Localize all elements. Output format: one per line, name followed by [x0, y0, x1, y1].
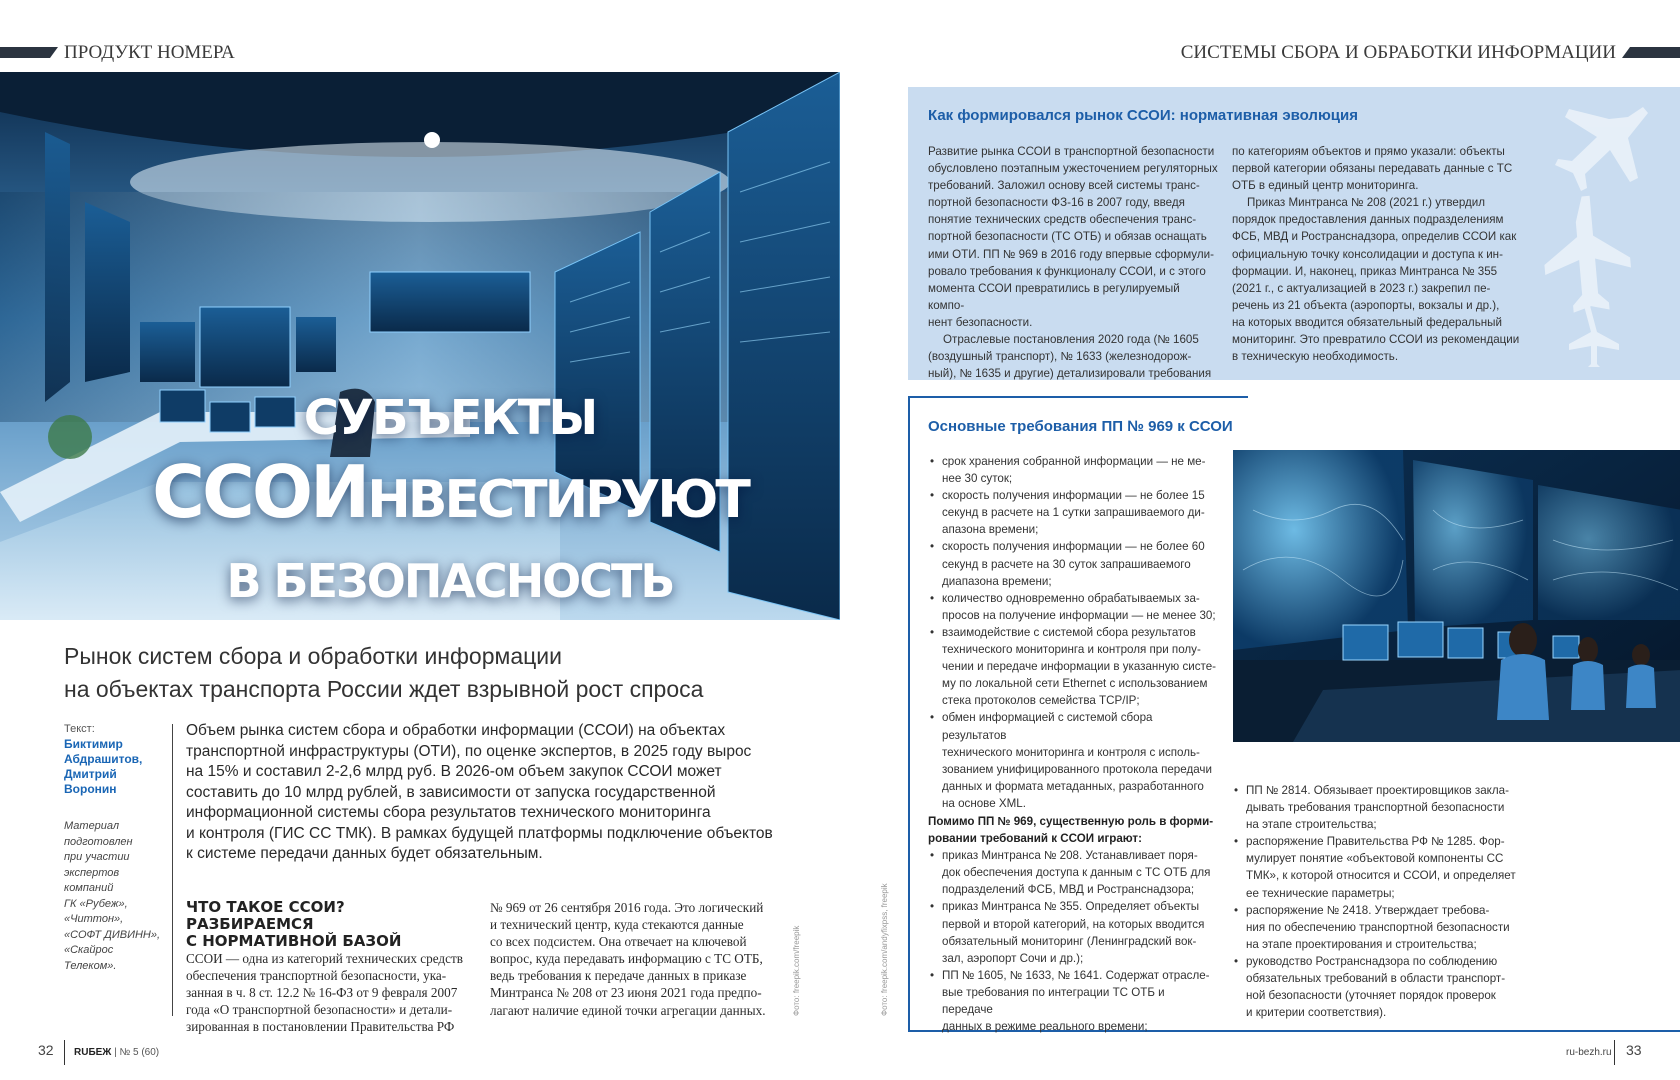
note-line: компаний [64, 882, 114, 894]
byline-label: Текст: [64, 723, 95, 735]
author-line: Воронин [64, 782, 117, 796]
issue-number: | № 5 (60) [114, 1047, 160, 1058]
body-line: Отраслевые постановления 2020 года (№ 1605 [943, 333, 1199, 347]
list-item [928, 538, 1218, 589]
body-line: портной безопасности ФЗ-16 в 2007 году, введя [928, 196, 1185, 210]
section1-col1 [186, 950, 476, 1035]
list-line: стека протоколов семейства TCP/IP; [942, 694, 1140, 708]
also-list-left [928, 847, 1218, 1035]
photo-credit-right: Фото: freepik.com/andyfixpss, freepik [880, 883, 889, 1016]
body-line: вопрос, куда передавать информацию с ТС ОТБ, [490, 951, 763, 967]
list-item [1232, 902, 1527, 953]
article-subtitle [64, 640, 824, 706]
list-line: • приказ Минтранса № 208. Устанавливает поря- [942, 849, 1198, 863]
byline-divider [172, 724, 173, 1016]
list-item [1232, 782, 1527, 833]
lead-line: информационной системы сбора результатов технического мониторинга [186, 804, 711, 821]
right-header-slash [1622, 47, 1680, 58]
box2-top-border-cover [1248, 396, 1680, 398]
list-line: технического мониторинга и контроля при полу- [942, 643, 1201, 657]
list-line: зал, аэропорт Сочи и др.); [942, 951, 1084, 965]
lead-line: Объем рынка систем сбора и обработки информации (ССОИ) на объектах [186, 722, 726, 739]
photo-credit-left: Фото: freepik.com/freepik [792, 925, 801, 1016]
list-line: вые требования по интеграции ТС ОТБ и передаче [942, 985, 1165, 1017]
section-label-right: СИСТЕМЫ СБОРА И ОБРАБОТКИ ИНФОРМАЦИИ [1180, 42, 1616, 63]
body-line: формации. И, наконец, приказ Минтранса № 355 [1232, 264, 1498, 278]
lead-line: на 15% и составил 2-2,6 млрд руб. В 2026-ом объем закупок ССОИ может [186, 763, 722, 780]
footer-divider-left [64, 1040, 65, 1065]
list-line: • приказ Минтранса № 355. Определяет объекты [942, 900, 1200, 914]
note-line: ГК «Рубеж», [64, 897, 128, 910]
body-line: ими ОТИ. ПП № 969 в 2016 году впервые сформули- [928, 247, 1214, 261]
box1-col2 [1232, 143, 1527, 365]
list-line: первой и второй категорий, на которых вводится [942, 917, 1205, 931]
also-list-right [1232, 782, 1527, 1021]
author-line: Биктимир [64, 737, 123, 751]
section-what-is-ssoi [186, 899, 476, 1035]
airplane-watermark [1523, 97, 1673, 367]
list-line: обязательный мониторинг (Ленинградский вок- [942, 934, 1197, 948]
body-line: официальную точку консолидации и доступа к ин- [1232, 247, 1503, 261]
section1-col2 [490, 899, 790, 1019]
list-item [928, 709, 1218, 812]
note-line: экспертов [64, 866, 120, 879]
list-line: на этапе строительства; [1246, 818, 1377, 832]
list-line: апазона времени; [942, 523, 1039, 537]
list-item [1232, 953, 1527, 1021]
operators-illustration [1233, 450, 1680, 742]
body-line: ФСБ, МВД и Ространснадзора, определив ССОИ как [1232, 230, 1517, 244]
byline-authors [64, 737, 174, 797]
footer-site: ru-bezh.ru [1566, 1047, 1612, 1058]
subtitle-line-1: Рынок систем сбора и обработки информации [64, 643, 562, 669]
body-line: портной безопасности (ТС ОТБ) и обязав оснащать [928, 230, 1207, 244]
left-header-slash [0, 47, 58, 58]
list-line: • обмен информацией с системой сбора результатов [942, 711, 1153, 742]
lead-line: к системе передачи данных будет обязательным. [186, 845, 543, 862]
body-line: обусловлено поэтапным ужесточением регуляторных [928, 162, 1218, 176]
list-line: нее 30 суток; [942, 472, 1013, 486]
body-line: ведь требования к передаче данных в приказе [490, 968, 747, 984]
list-item [928, 847, 1218, 898]
author-line: Абдрашитов, [64, 752, 143, 766]
list-line: дывать требования транспортной безопасности [1246, 801, 1505, 815]
list-line: просов на получение информации — не менее 30; [942, 608, 1216, 622]
list-line: данных и формата метаданных, разработанного [942, 779, 1204, 793]
list-line: данных в режиме реального времени; [942, 1020, 1148, 1034]
body-line: момента ССОИ превратились в регулируемый компо- [928, 281, 1180, 312]
list-line: чении и передаче информации в указанную систе- [942, 660, 1217, 674]
body-line: года «О транспортной безопасности» и детали- [186, 1002, 453, 1018]
hero-image [0, 72, 840, 620]
body-line: ОТБ в единый центр мониторинга. [1232, 179, 1419, 193]
list-line: обязательных требований в области транспорт- [1246, 972, 1506, 986]
body-line: обеспечения транспортной безопасности, ука- [186, 968, 447, 984]
list-line: • ПП № 1605, № 1633, № 1641. Содержат отрасле- [942, 968, 1210, 982]
list-line: технического мониторинга и контроля с исполь- [942, 745, 1200, 759]
list-item [928, 624, 1218, 709]
body-line: по категориям объектов и прямо указали: объекты [1232, 145, 1505, 158]
list-line: мулирует понятие «объектовой компоненты СС [1246, 852, 1504, 866]
section-heading-line1: ЧТО ТАКОЕ ССОИ? РАЗБИРАЕМСЯ [186, 898, 345, 933]
footer-magazine [74, 1047, 159, 1058]
also-block [928, 813, 1218, 1035]
page-number-left: 32 [38, 1042, 54, 1058]
body-line: зированная в постановлении Правительства РФ [186, 1019, 455, 1035]
note-line: подготовлен [64, 835, 133, 848]
body-line: порядок предоставления данных подразделениям [1232, 213, 1504, 227]
list-line: и критерии соответствия). [1246, 1006, 1387, 1020]
note-line: Телеком». [64, 959, 117, 972]
market-evolution-box [908, 87, 1680, 380]
list-item [928, 487, 1218, 538]
body-line: нент безопасности. [928, 315, 1033, 329]
magazine-name: RUБЕЖ [74, 1047, 112, 1058]
body-line: (воздушный транспорт), № 1633 (железнодорож- [928, 350, 1192, 364]
list-line: • распоряжение Правительства РФ № 1285. Фор- [1246, 835, 1505, 849]
list-line: зованием унифицированного протокола передачи [942, 762, 1212, 776]
note-line: «СОФТ ДИВИНН», [64, 928, 161, 941]
body-line: в техническую необходимость. [1232, 350, 1399, 364]
list-line: секунд в расчете на 30 суток запрашиваемого [942, 557, 1191, 571]
also-heading-line: ровании требований к ССОИ играют: [928, 832, 1142, 846]
list-line: ее технические параметры; [1246, 886, 1395, 900]
list-line: секунд в расчете на 1 сутки запрашиваемого ди- [942, 506, 1205, 520]
control-room-illustration [0, 72, 840, 620]
footer-divider-right [1614, 1040, 1615, 1065]
section-label-left: ПРОДУКТ НОМЕРА [64, 42, 235, 63]
note-line: «Читтон», [64, 913, 124, 925]
body-line: и технический центр, куда стекаются данные [490, 917, 744, 933]
list-item [928, 898, 1218, 966]
body-line: Приказ Минтранса № 208 (2021 г.) утвердил [1247, 196, 1486, 210]
page-number-right: 33 [1626, 1042, 1642, 1058]
hero-title-line1: СУБЪЕКТЫ [303, 390, 597, 446]
subtitle-line-2: на объектах транспорта России ждет взрывной рост спроса [64, 676, 704, 702]
body-line: ССОИ — одна из категорий технических средств [186, 951, 463, 966]
section-heading-line2: С НОРМАТИВНОЙ БАЗОЙ [186, 932, 402, 950]
also-heading-line: Помимо ПП № 969, существенную роль в форми- [928, 815, 1214, 828]
body-line: Развитие рынка ССОИ в транспортной безопасности [928, 145, 1215, 158]
byline [64, 722, 174, 974]
author-line: Дмитрий [64, 767, 117, 781]
list-line: • скорость получения информации — не более 60 [942, 540, 1205, 554]
box1-title: Как формировался рынок ССОИ: нормативная эволюция [928, 107, 1358, 124]
list-line: на основе XML. [942, 796, 1026, 810]
requirements-list [928, 453, 1218, 812]
list-line: • срок хранения собранной информации — не ме- [942, 455, 1206, 468]
body-line: занная в ч. 8 ст. 12.2 № 16-ФЗ от 9 февраля 2007 [186, 985, 458, 1001]
requirements-box [908, 396, 1680, 1032]
box2-title: Основные требования ПП № 969 к ССОИ [928, 418, 1233, 435]
body-line: со всех подсистем. Она отвечает на ключевой [490, 934, 747, 950]
list-line: • распоряжение № 2418. Утверждает требова- [1246, 903, 1490, 917]
hero-title-ssoi: ССОИ [152, 450, 368, 534]
list-item [928, 967, 1218, 1035]
note-line: Материал [64, 820, 120, 832]
operators-photo [1233, 450, 1680, 742]
note-line: при участии [64, 851, 130, 863]
list-line: ной безопасности (уточняет порядок проверок [1246, 989, 1496, 1003]
list-line: док обеспечения доступа к данным с ТС ОТБ для [942, 866, 1211, 880]
body-line: Минтранса № 208 от 23 июня 2021 года предпо- [490, 985, 762, 1001]
list-item [928, 453, 1218, 487]
article-lead [186, 721, 786, 865]
body-line: первой категории обязаны передавать данные с ТС [1232, 162, 1513, 176]
list-item [928, 590, 1218, 624]
list-line: • руководство Ространснадзора по соблюдению [1246, 954, 1498, 968]
body-line: ный), № 1635 и другие) детализировали требования [928, 367, 1212, 381]
hero-title-line3: В БЕЗОПАСНОСТЬ [226, 554, 674, 608]
note-line: «Скайрос [64, 944, 114, 956]
lead-line: транспортной инфраструктуры (ОТИ), по оценке экспертов, в 2025 году вырос [186, 742, 752, 760]
body-line: требований. Заложил основу всей системы транс- [928, 179, 1200, 193]
list-line: диапазона времени; [942, 574, 1052, 588]
lead-line: и контроля (ГИС СС ТМК). В рамках будущей платформы подключение объектов [186, 824, 773, 842]
list-line: ния по обеспечению транспортной безопасности [1246, 920, 1510, 934]
byline-note [64, 819, 174, 974]
list-line: ТМК», к которой относится и ССОИ, и определяет [1246, 869, 1516, 883]
body-line: ровало требования к функционалу ССОИ, и с этого [928, 264, 1206, 278]
list-line: • скорость получения информации — не более 15 [942, 489, 1205, 503]
also-heading [928, 813, 1218, 847]
list-line: подразделений ФСБ, МВД и Ространснадзора; [942, 883, 1195, 897]
body-line: № 969 от 26 сентября 2016 года. Это логический [490, 900, 764, 915]
lead-line: составить до 10 млрд рублей, в зависимости от запуска государственной [186, 783, 716, 801]
body-line: мониторинг. Это превратило ССОИ из рекомендации [1232, 333, 1520, 347]
list-line: • взаимодействие с системой сбора результатов [942, 625, 1196, 639]
list-line: на этапе проектирования и строительства; [1246, 937, 1477, 951]
hero-title-line2 [0, 450, 840, 534]
list-line: му по локальной сети Ethernet с использованием [942, 677, 1208, 691]
hero-title-investiruyut: НВЕСТИРУЮТ [367, 470, 748, 530]
list-item [1232, 833, 1527, 901]
body-line: лагают наличие единой точки агрегации данных. [490, 1002, 766, 1018]
list-line: • количество одновременно обрабатываемых за- [942, 591, 1200, 605]
body-line: понятие технических средств обеспечения транс- [928, 213, 1197, 227]
body-line: на которых вводится обязательный федеральный [1232, 315, 1502, 329]
list-line: • ПП № 2814. Обязывает проектировщиков закла- [1246, 784, 1509, 797]
body-line: речень из 21 объекта (аэропорты, вокзалы и др.), [1232, 298, 1500, 312]
box1-col1 [928, 143, 1218, 382]
body-line: (2021 г., с актуализацией в 2023 г.) закрепил пе- [1232, 281, 1491, 295]
